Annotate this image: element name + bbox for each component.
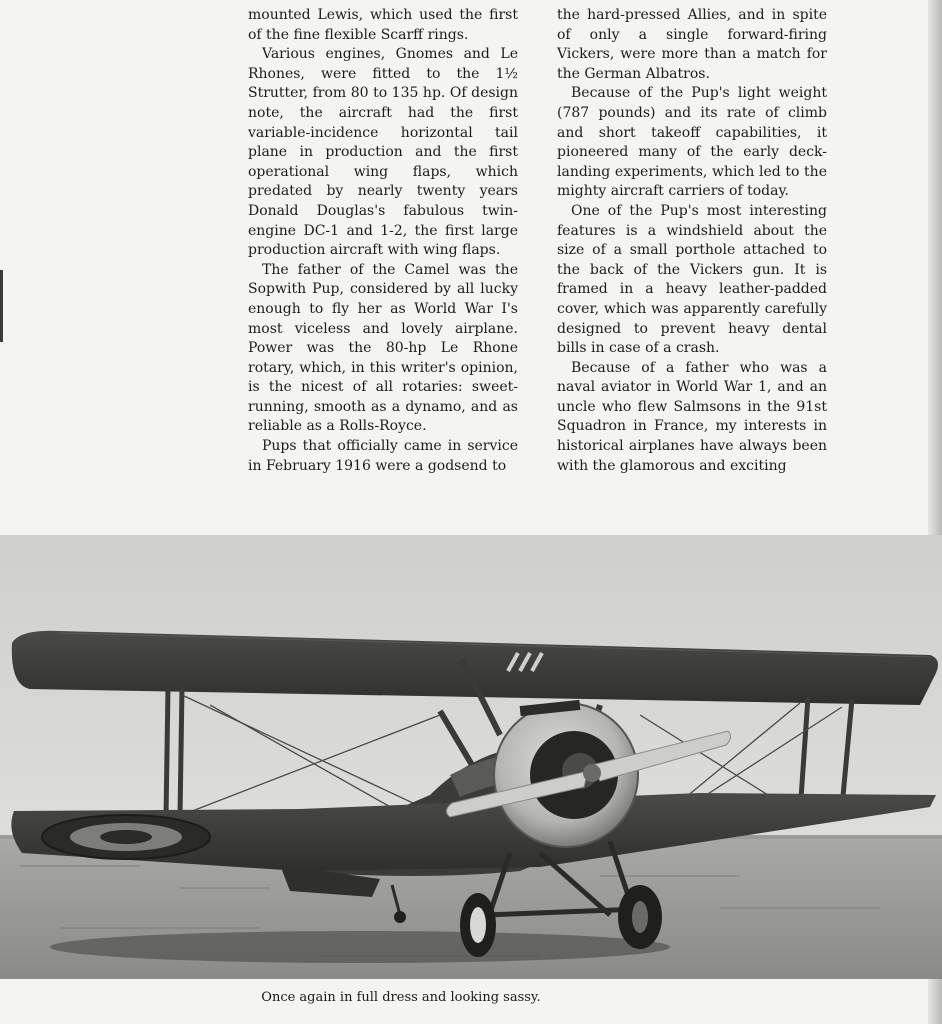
sopwith-pup-illustration bbox=[0, 535, 942, 979]
left-paragraph-1: mounted Lewis, which used the first of the fine flexible Scarff rings. bbox=[248, 7, 518, 43]
aircraft-shadow bbox=[50, 931, 670, 963]
page-spine-mark bbox=[0, 270, 3, 342]
article-right-column bbox=[557, 6, 827, 476]
left-paragraph-2: Various engines, Gnomes and Le Rhones, were fitted to the 1½ Strutter, from 80 to 135 hp. Of design note, the aircraft had the first variable-incidence horizontal tail plane in production and the first operational wing flaps, which predated by nearly twenty years Donald Douglas's fabulous twin-engine DC-1 and 1-2, the first large production aircraft with wing flaps. bbox=[248, 46, 518, 259]
right-paragraph-2: Because of the Pup's light weight (787 pounds) and its rate of climb and short takeoff capabilities, it pioneered many of the early deck-landing experiments, which led to the mighty aircraft carriers of today. bbox=[557, 85, 827, 200]
left-paragraph-3: The father of the Camel was the Sopwith Pup, considered by all lucky enough to fly her as World War I's most viceless and lovely airplane. Power was the 80-hp Le Rhone rotary, which, in this writer's opinion, is the nicest of all rotaries: sweet-running, smooth as a dynamo, and as reliable as a Rolls-Royce. bbox=[248, 261, 518, 435]
right-paragraph-3: One of the Pup's most interesting features is a windshield about the size of a small porthole attached to the back of the Vickers gun. It is framed in a heavy leather-padded cover, which was apparently carefully designed to prevent heavy dental bills in case of a crash. bbox=[557, 202, 827, 357]
photo-caption: Once again in full dress and looking sassy. bbox=[261, 990, 541, 1005]
right-paragraph-4: Because of a father who was a naval aviator in World War 1, and an uncle who flew Salmsons in the 91st Squadron in France, my interests in historical airplanes have always been with the glamorous and exciting bbox=[557, 359, 827, 474]
biplane-photo bbox=[0, 535, 942, 979]
right-paragraph-1: the hard-pressed Allies, and in spite of only a single forward-firing Vickers, were more than a match for the German Albatros. bbox=[557, 7, 827, 82]
article-left-column bbox=[248, 6, 518, 476]
left-paragraph-4: Pups that officially came in service in February 1916 were a godsend to bbox=[248, 438, 518, 474]
